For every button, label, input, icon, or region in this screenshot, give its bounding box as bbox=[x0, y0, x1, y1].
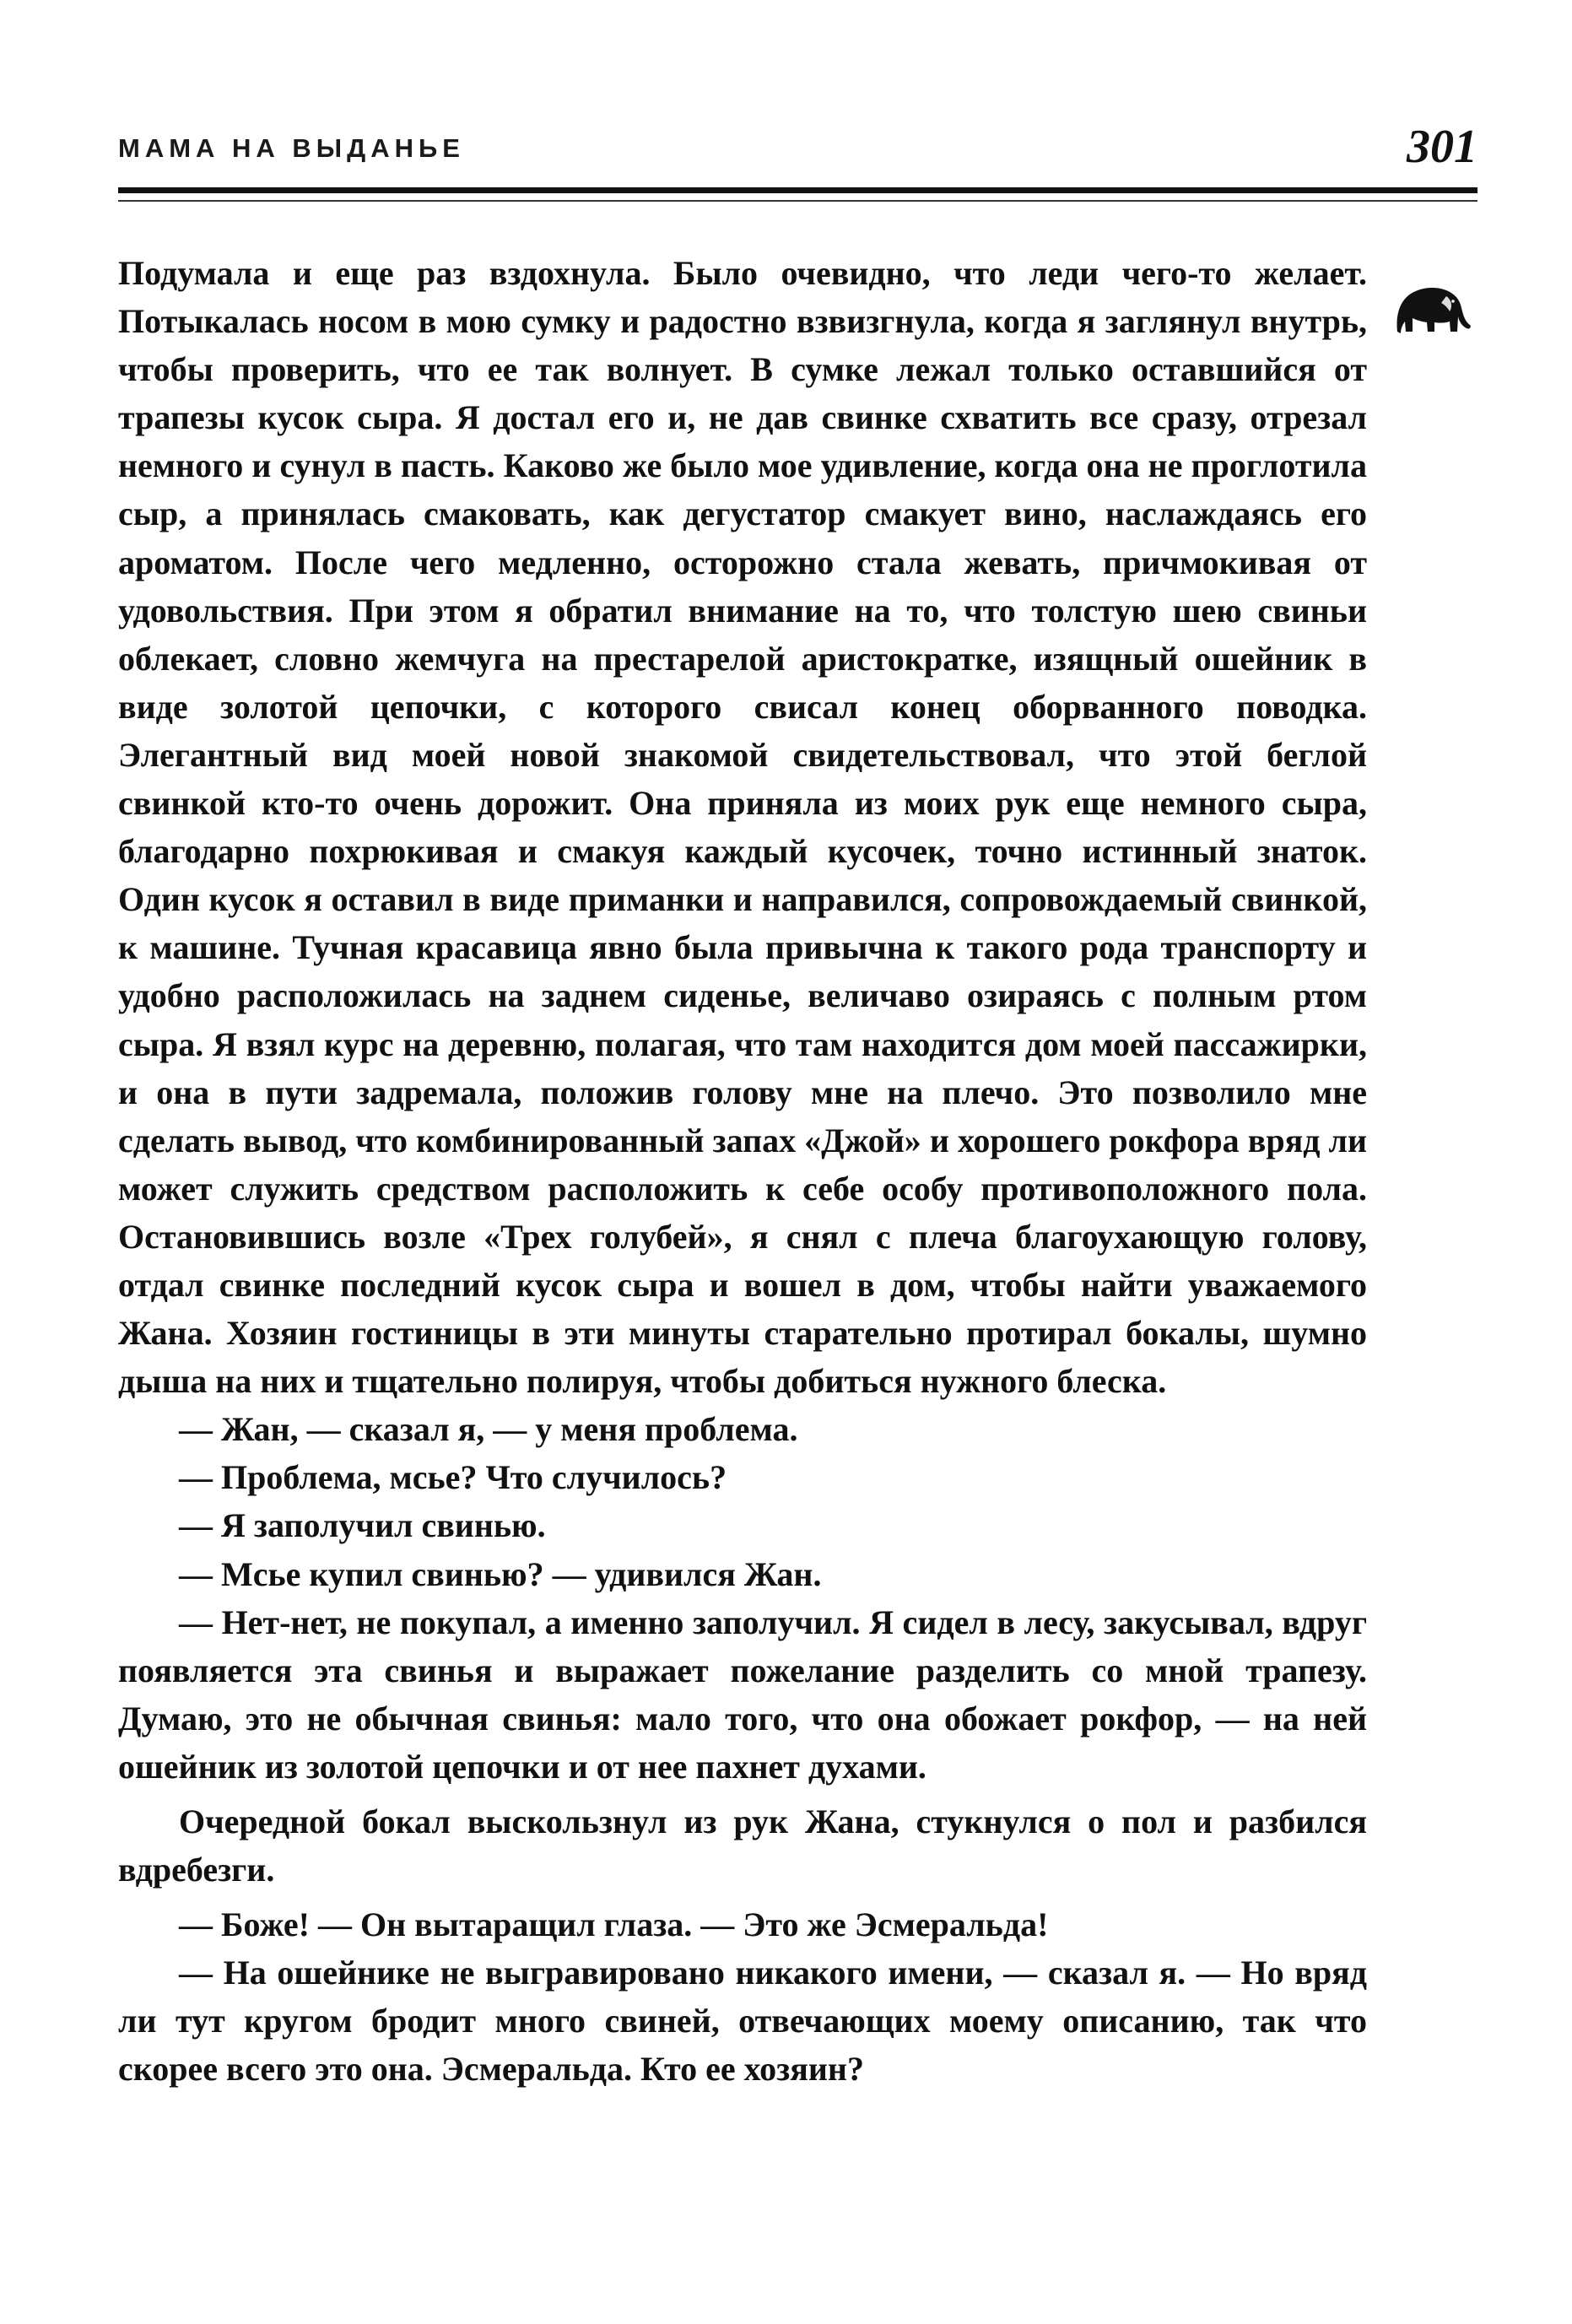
header-rule-thick bbox=[118, 187, 1477, 193]
paragraph: — Боже! — Он вытаращил глаза. — Это же Эсмеральда! bbox=[179, 1905, 1049, 1944]
elephant-icon bbox=[1392, 283, 1472, 343]
paragraph: — Мсье купил свинью? — удивился Жан. bbox=[179, 1554, 822, 1593]
body-text bbox=[118, 249, 1367, 2094]
running-head: МАМА НА ВЫДАНЬЕ bbox=[118, 133, 465, 163]
page-number: 301 bbox=[1407, 121, 1477, 173]
header-rule-thin bbox=[118, 200, 1477, 202]
paragraph: Подумала и еще раз вздохнула. Было очевидно, что леди чего-то желает. Потыкалась носом в мою сумку и радостно взвизгнула, когда я заглянул внутрь, чтобы проверить, что ее так волнует. В сумке лежал только оставшийся от трапезы кусок сыра. Я достал его и, не дав свинке схватить все сразу, отрезал немного и сунул в пасть. Каково же было мое удивление, когда она не проглотила сыр, а принялась смаковать, как дегустатор смакует вино, наслаждаясь его ароматом. После чего медленно, осторожно стала жевать, причмокивая от удовольствия. При этом я обратил внимание на то, что толстую шею свиньи облекает, словно жемчуга на престарелой аристократке, изящный ошейник в виде золотой цепочки, с которого свисал конец оборванного поводка. Элегантный вид моей новой знакомой свидетельствовал, что этой беглой свинкой кто-то очень дорожит. Она приняла из моих рук еще немного сыра, благодарно похрюкивая и смакуя каждый кусочек, точно истинный знаток. Один кусок я оставил в виде приманки и направился, сопровождаемый свинкой, к машине. Тучная красавица явно была привычна к такого рода транспорту и удобно расположилась на заднем сиденье, величаво озираясь с полным ртом сыра. Я взял курс на деревню, полагая, что там находится дом моей пассажирки, и она в пути задремала, положив голову мне на плечо. Это позволило мне сделать вывод, что комбинированный запах «Джой» и хорошего рокфора вряд ли может служить средством расположить к себе особу противоположного пола. Остановившись возле «Трех голубей», я снял с плеча благоухающую голову, отдал свинке последний кусок сыра и вошел в дом, чтобы найти уважаемого Жана. Хозяин гостиницы в эти минуты старательно протирал бокалы, шумно дыша на них и тщательно полируя, чтобы добиться нужного блеска. bbox=[118, 254, 1367, 1401]
paragraph: — Жан, — сказал я, — у меня проблема. bbox=[179, 1410, 798, 1449]
paragraph: Очередной бокал выскользнул из рук Жана, стукнулся о пол и разбился вдребезги. bbox=[118, 1802, 1367, 1889]
paragraph: — Я заполучил свинью. bbox=[179, 1506, 546, 1545]
paragraph: — Нет-нет, не покупал, а именно заполучил. Я сидел в лесу, закусывал, вдруг появляется эта свинья и выражает пожелание разделить со мной трапезу. Думаю, это не обычная свинья: мало того, что она обожает рокфор, — на ней ошейник из золотой цепочки и от нее пахнет духами. bbox=[118, 1602, 1367, 1786]
paragraph: — Проблема, мсье? Что случилось? bbox=[179, 1458, 727, 1497]
paragraph: — На ошейнике не выгравировано никакого имени, — сказал я. — Но вряд ли тут кругом бродит много свиней, отвечающих моему описанию, так что скорее всего это она. Эсмеральда. Кто ее хозяин? bbox=[118, 1954, 1367, 2089]
